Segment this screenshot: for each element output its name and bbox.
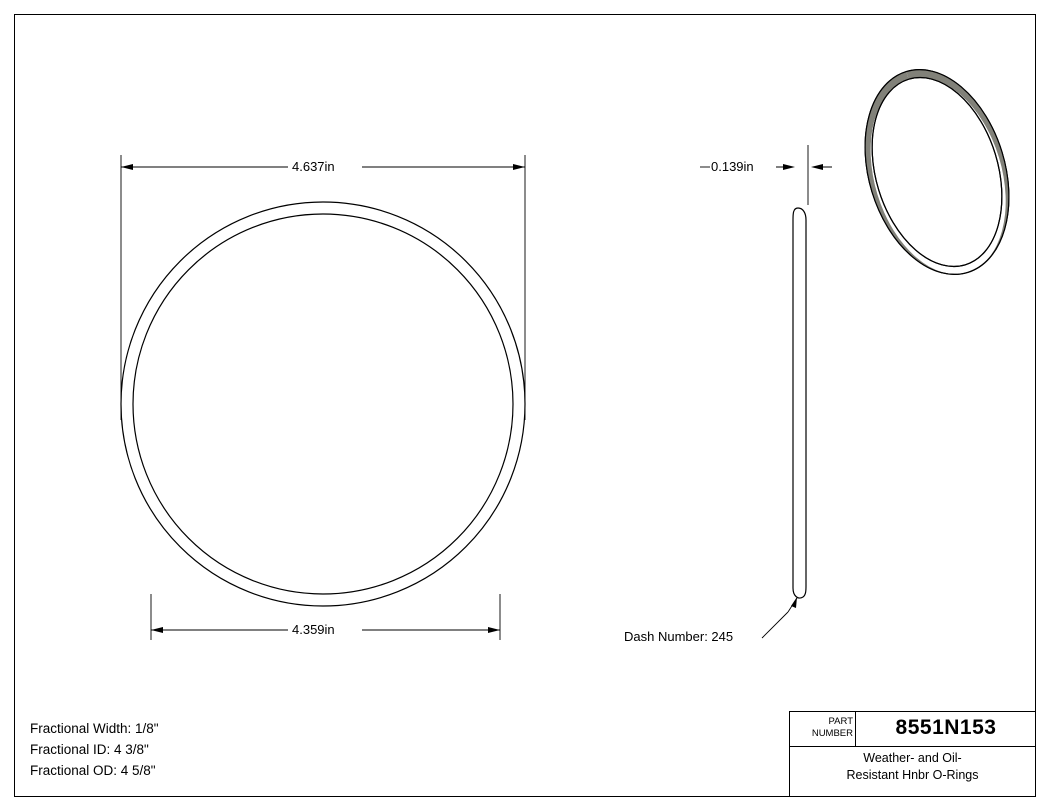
od-dimension-text: 4.637in — [292, 159, 335, 174]
part-number-label-line1: PART — [828, 716, 853, 727]
part-number-label — [797, 716, 853, 740]
part-description-line1: Weather- and Oil- — [863, 751, 962, 765]
front-view-oring — [121, 202, 525, 606]
spec-fractional-id: Fractional ID: 4 3/8" — [30, 742, 149, 757]
part-number-value: 8551N153 — [895, 716, 997, 739]
spec-list — [30, 718, 159, 781]
part-description-line2: Resistant Hnbr O-Rings — [846, 768, 979, 782]
id-dimension-text: 4.359in — [292, 622, 335, 637]
isometric-oring-view — [841, 52, 1032, 293]
part-number-label-line2: NUMBER — [811, 728, 853, 739]
part-description — [790, 750, 1035, 784]
dash-number-text: Dash Number: 245 — [624, 629, 734, 644]
cs-width-dimension — [700, 145, 832, 205]
title-block-vertical-divider — [855, 711, 856, 746]
od-dimension — [121, 155, 525, 420]
side-view-section — [793, 208, 806, 598]
spec-fractional-width: Fractional Width: 1/8" — [30, 721, 159, 736]
spec-fractional-od: Fractional OD: 4 5/8" — [30, 763, 156, 778]
dash-number-leader — [762, 597, 797, 638]
cs-width-dimension-text: 0.139in — [711, 159, 754, 174]
title-block-divider — [789, 746, 1036, 747]
